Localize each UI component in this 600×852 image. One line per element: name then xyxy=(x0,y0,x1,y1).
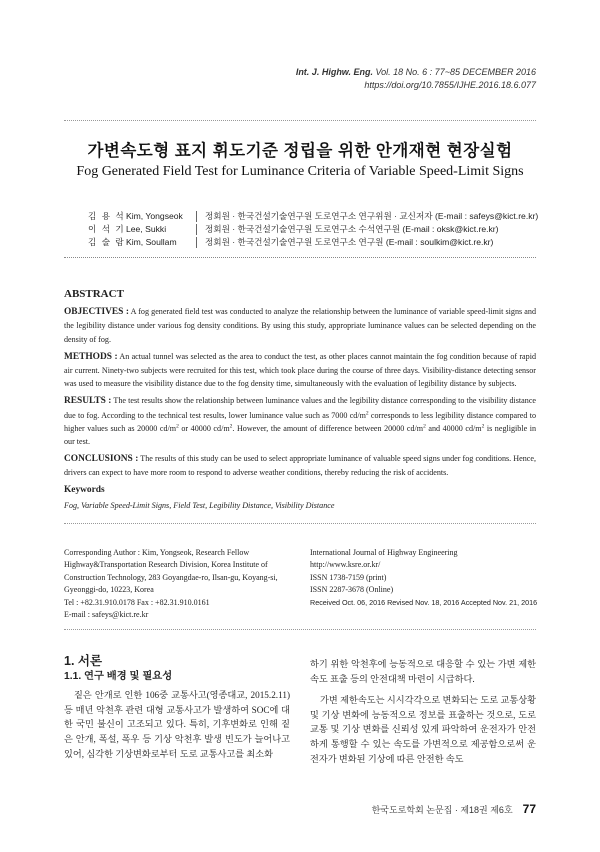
author-divider xyxy=(196,237,197,248)
title-english: Fog Generated Field Test for Luminance Criteria of Variable Speed-Limit Signs xyxy=(76,164,524,179)
journal-info-line: ISSN 1738-7159 (print) xyxy=(310,572,387,582)
volume-info: Vol. 18 No. 6 : 77~85 DECEMBER 2016 xyxy=(372,67,536,77)
body-paragraph: 짙은 안개로 인한 106중 교통사고(영종대교, 2015.2.11) 등 매년 악천후 관련 대형 교통사고가 발생하여 SOC에 대한 국민 불신이 고조되고 있다. 특히, 기후변화로 인해 짙은 안개, 폭설, 폭우 등 기상 악천후 발생 빈도가 늘어나고 있어, 심각한 기상변화로부터 도로 교통사고를 최소화 xyxy=(64,690,290,759)
corr-line: Corresponding Author : Kim, Yongseok, Research Fellow xyxy=(64,548,250,557)
abstract-results xyxy=(64,394,536,448)
author-list xyxy=(88,210,538,249)
results-text: . However, the amount of difference between 20000 cd/m xyxy=(232,423,424,433)
results-text: is negligible in our test. xyxy=(64,423,537,447)
corr-line: Highway&Transportation Research Division, Korea Institute of xyxy=(64,560,268,570)
methods-text: An actual tunnel was selected as the area to conduct the test, as other places cannot maintain the fog condition because of rapid air current. Ninety-two subjects were recruited for this test, which took place during the course of three days. Visibility-distance detecting sensor was used to measure the visibility distance due to the fog density time, simultaneously with the evaluation of legibility distance by subjects. xyxy=(64,351,536,389)
author-divider xyxy=(196,224,197,235)
abstract-methods xyxy=(64,350,536,391)
author-name-korean: 이 석 기 xyxy=(88,224,126,234)
title-top-rule xyxy=(64,120,536,121)
results-text: corresponds to less legibility distance compared to higher values such as 20000 cd/m xyxy=(64,410,536,433)
abstract-conclusions xyxy=(64,452,536,479)
body-paragraph: 하기 위한 악천후에 능동적으로 대응할 수 있는 가변 제한속도 표출 등의 안전대책 마련이 시급하다. xyxy=(310,659,536,684)
body-right-column xyxy=(310,657,536,773)
author-row xyxy=(88,223,538,236)
superscript: 2 xyxy=(481,423,485,430)
journal-url[interactable]: http://www.ksre.or.kr/ xyxy=(310,560,381,570)
journal-header xyxy=(296,66,536,92)
journal-info-block xyxy=(310,547,550,609)
author-divider xyxy=(196,211,197,222)
title-korean: 가변속도형 표지 휘도기준 정립을 위한 안개재현 현장실험 xyxy=(87,142,513,160)
objectives-label: OBJECTIVES : xyxy=(64,307,129,318)
author-name-korean: 김 술 람 xyxy=(88,237,126,247)
author-row xyxy=(88,210,538,223)
results-label: RESULTS : xyxy=(64,396,112,407)
corr-line: Gyeonggi-do, 10223, Korea xyxy=(64,585,154,595)
results-text: or 40000 cd/m xyxy=(178,423,230,433)
results-text: The test results show the relationship between luminance values and the legibility distance corresponding to the visibility distance due to fog. According to the technical test results, lower luminance value such as 7000 cd/m xyxy=(64,396,536,420)
methods-label: METHODS : xyxy=(64,351,118,362)
body-paragraph: 가변 제한속도는 시시각각으로 변화되는 도로 교통상황 및 기상 변화에 능동적으로 정보를 표출하는 것으로, 도로 교통 및 기상 변화를 신뢰성 있게 파악하여 운전자가 안전하게 통행할 수 있는 속도를 가변적으로 제공함으로써 운전자가 변화된 기상에 따른 안전한 속도 xyxy=(310,695,536,764)
corr-line: Construction Technology, 283 Goyangdae-ro, Ilsan-gu, Koyang-si, xyxy=(64,572,278,582)
superscript: 2 xyxy=(365,409,369,416)
abstract-objectives xyxy=(64,305,536,346)
author-name-english: Kim, Soullam xyxy=(126,237,177,247)
author-name-english: Lee, Sukki xyxy=(126,224,167,234)
footer-journal: 한국도로학회 논문집 · 제18권 제6호 xyxy=(371,804,513,815)
abstract-section xyxy=(64,288,536,512)
author-affiliation: 정회원 · 한국건설기술연구원 도로연구소 연구원 (E-mail : soulkim@kict.re.kr) xyxy=(205,237,494,247)
author-affiliation: 정회원 · 한국건설기술연구원 도로연구소 수석연구원 (E-mail : oksk@kict.re.kr) xyxy=(205,224,499,234)
abstract-heading: ABSTRACT xyxy=(64,288,124,300)
author-name-english: Kim, Yongseok xyxy=(126,211,183,221)
author-name-korean: 김 용 석 xyxy=(88,211,126,221)
section-title: 1. 서론 xyxy=(64,654,103,668)
superscript: 2 xyxy=(229,423,233,430)
superscript: 2 xyxy=(176,423,179,430)
received-dates: Received Oct. 06, 2016 Revised Nov. 18, 2016 Accepted Nov. 21, 2016 xyxy=(310,597,538,607)
conclusions-text: The results of this study can be used to select appropriate luminance of valuable speed signs under fog conditions. Hence, drivers can expect to have more room to respond to adverse weather conditions, thereby reducing the risk of accidents. xyxy=(64,454,537,478)
results-text: and 40000 cd/m xyxy=(425,423,482,433)
objectives-text: A fog generated field test was conducted to analyze the relationship between the luminance of variable speed-limit signs and the legibility distance under various fog density conditions. By using this study, appropriate luminance values can be selected depending on the density of fog. xyxy=(64,307,536,344)
page-footer xyxy=(372,802,536,816)
authors-bottom-rule xyxy=(64,257,536,258)
doi-link[interactable]: https://doi.org/10.7855/IJHE.2016.18.6.077 xyxy=(364,80,536,90)
page-number: 77 xyxy=(522,802,536,816)
corresponding-author-block xyxy=(64,547,304,621)
author-affiliation: 정회원 · 한국건설기술연구원 도로연구소 연구위원 · 교신저자 (E-mail : safeys@kict.re.kr) xyxy=(205,211,539,221)
info-bottom-rule xyxy=(64,629,536,630)
superscript: 2 xyxy=(423,423,426,430)
journal-info-line: ISSN 2287-3678 (Online) xyxy=(310,585,394,595)
body-left-column xyxy=(64,654,290,761)
author-row xyxy=(88,236,538,249)
abstract-bottom-rule xyxy=(64,523,536,524)
keywords-heading: Keywords xyxy=(64,484,105,495)
journal-citation xyxy=(296,66,536,79)
corr-email: E-mail : safeys@kict.re.kr xyxy=(64,610,149,620)
corr-line: Tel : +82.31.910.0178 Fax : +82.31.910.0161 xyxy=(64,597,210,607)
journal-info-line: International Journal of Highway Engineering xyxy=(310,548,458,557)
conclusions-label: CONCLUSIONS : xyxy=(64,454,139,465)
journal-name: Int. J. Highw. Eng. xyxy=(295,67,373,77)
keywords-list: Fog, Variable Speed-Limit Signs, Field Test, Legibility Distance, Visibility Distance xyxy=(64,500,335,510)
subsection-title: 1.1. 연구 배경 및 필요성 xyxy=(64,670,173,682)
